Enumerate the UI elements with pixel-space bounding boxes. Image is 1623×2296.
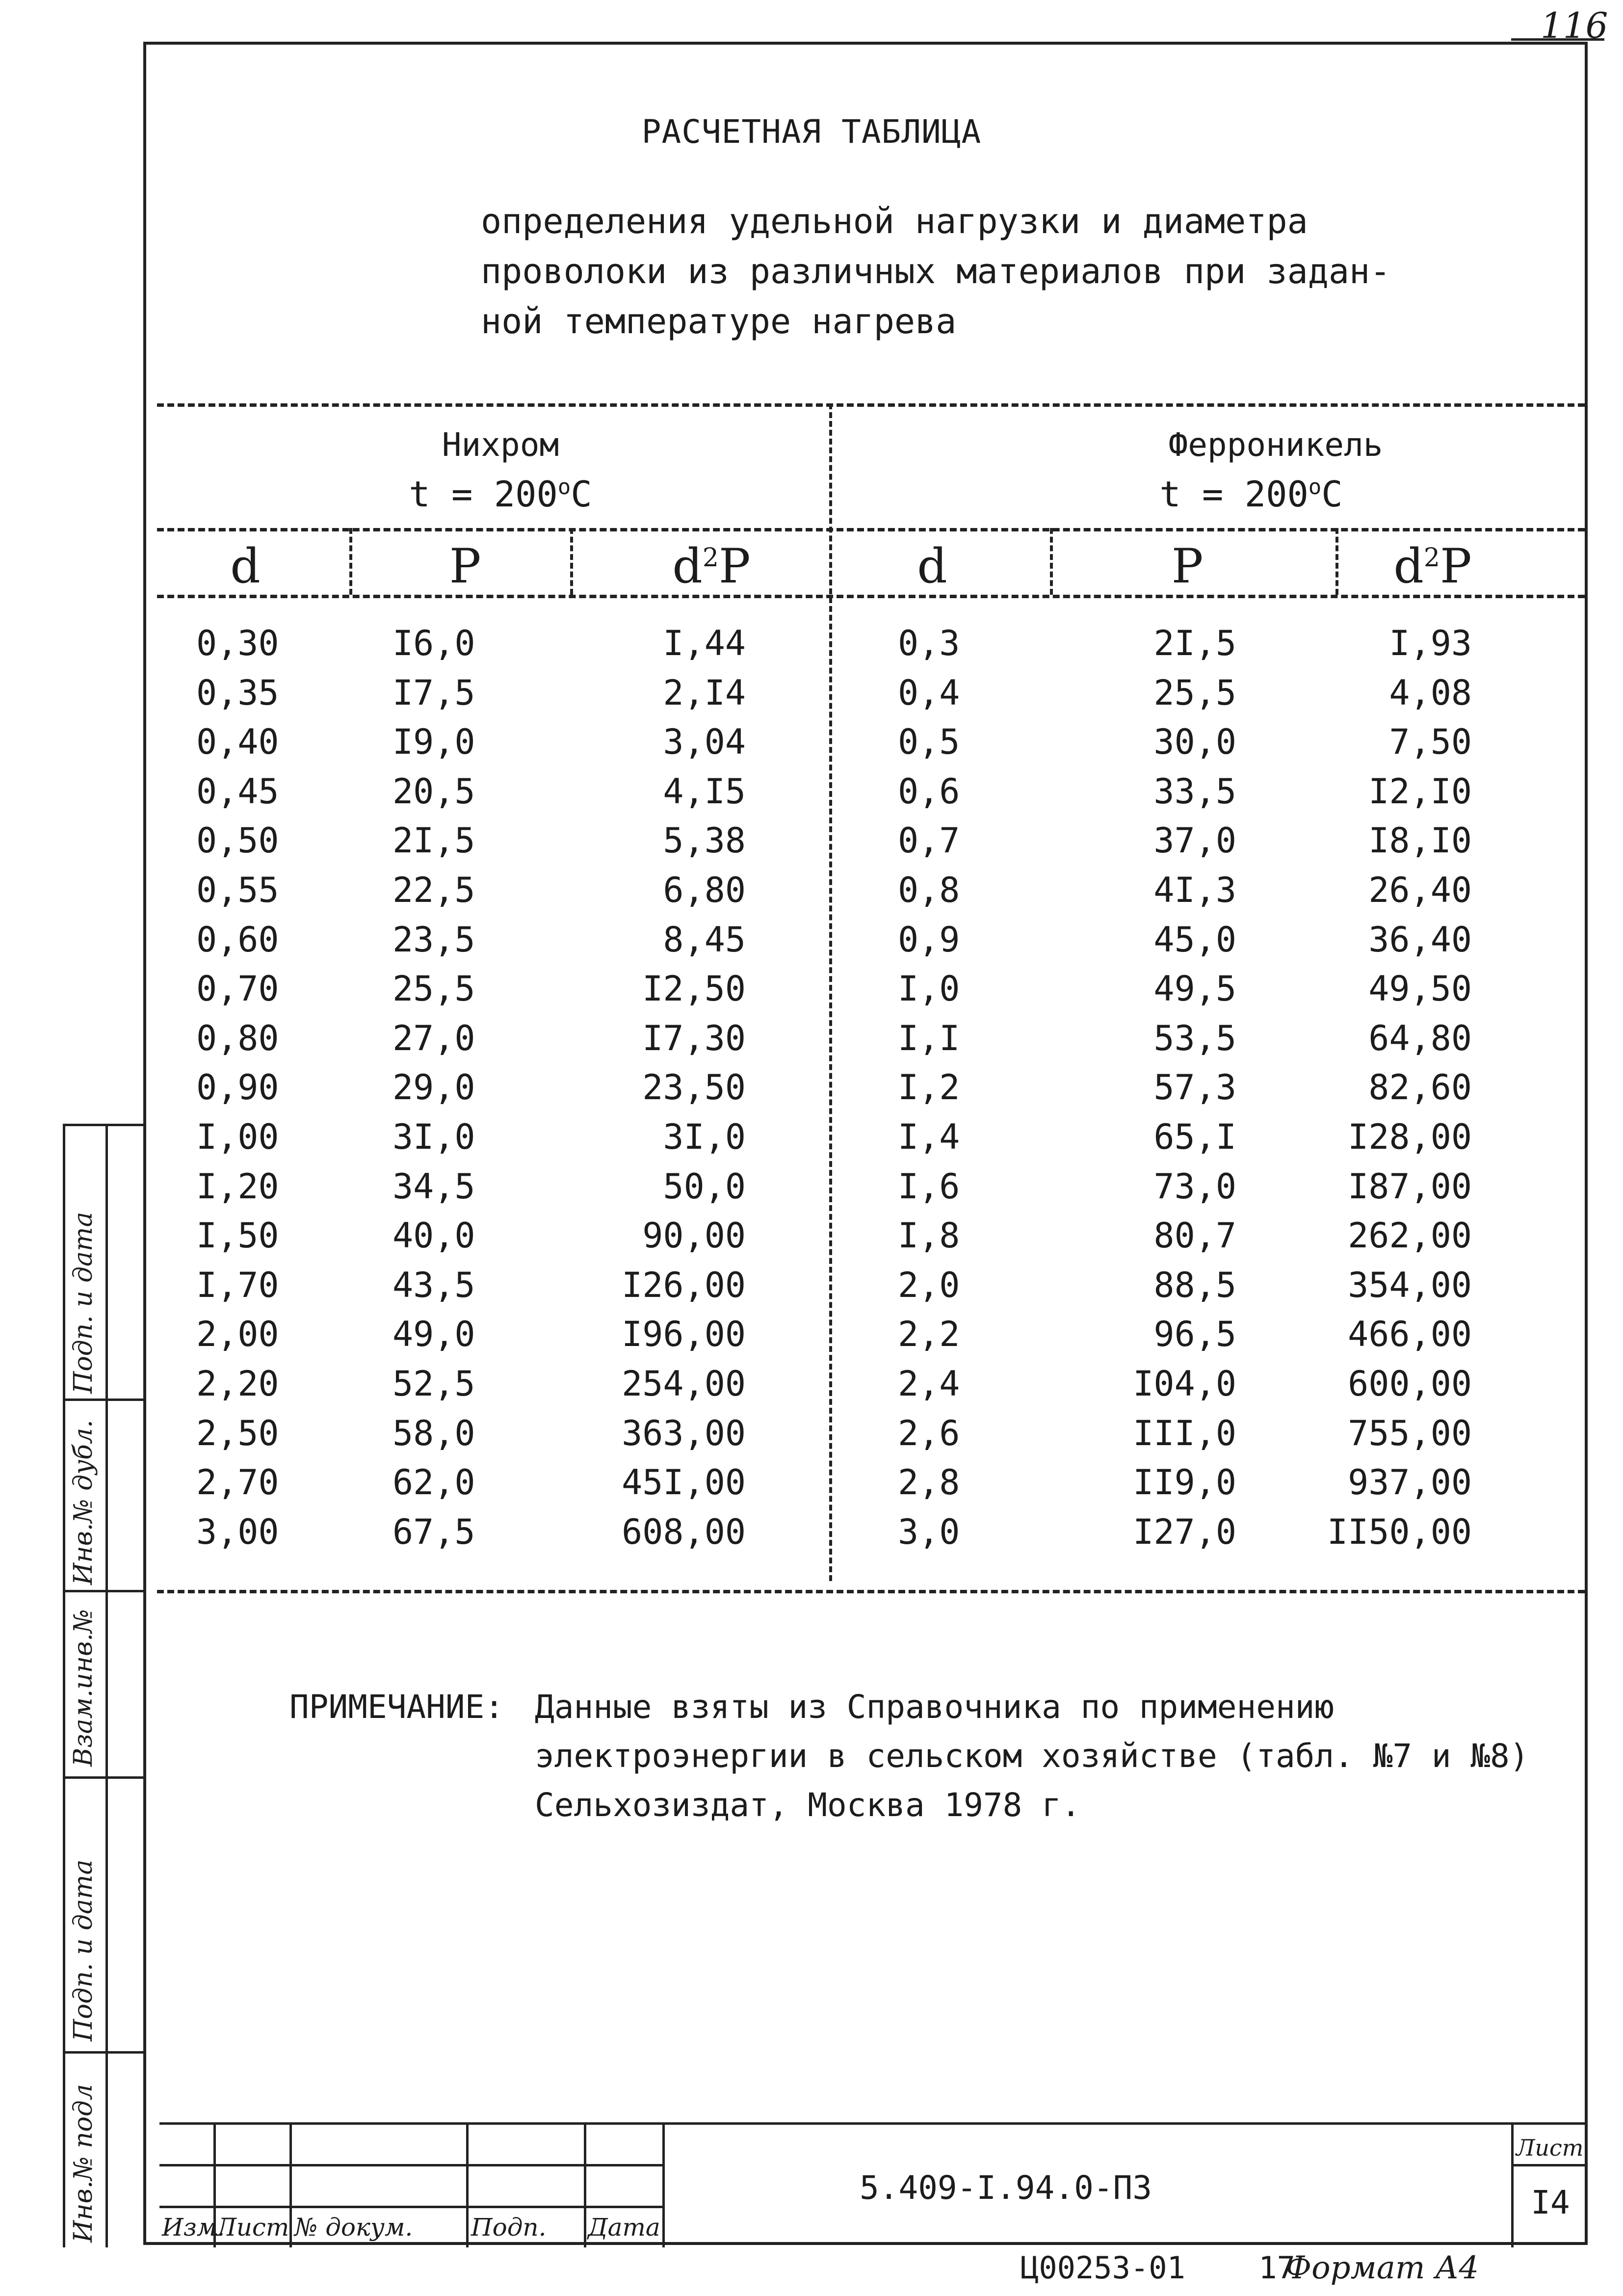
subtitle-line: проволоки из различных материалов при задан- (481, 251, 1391, 291)
side-stamp-label: Подп. и дата (69, 1212, 98, 1394)
nichrome-p-cell: 29,0 (393, 1067, 475, 1108)
nichrome-d2p-cell: 3I,0 (663, 1117, 746, 1157)
ferronickel-p-cell: 49,5 (1153, 969, 1236, 1009)
ferronickel-d2p-cell: 64,80 (1368, 1018, 1472, 1058)
ferronickel-d-cell: I,6 (898, 1166, 960, 1207)
nichrome-p-cell: I9,0 (393, 722, 475, 763)
page-number: 116 (1541, 5, 1608, 46)
ferronickel-d-cell: 3,0 (898, 1511, 960, 1552)
nichrome-d2p-cell: I26,00 (622, 1265, 746, 1305)
nichrome-p-cell: 22,5 (393, 870, 475, 910)
nichrome-p-cell: 34,5 (393, 1166, 475, 1207)
ferronickel-d-cell: I,4 (898, 1117, 960, 1157)
ferronickel-p-cell: 53,5 (1153, 1018, 1236, 1058)
ferronickel-d-cell: 0,7 (898, 820, 960, 861)
title-block-col (1511, 2122, 1514, 2247)
nichrome-d-cell: 0,60 (196, 919, 279, 960)
nichrome-d2p-cell: 90,00 (642, 1215, 746, 1256)
sheet-label: Лист (1516, 2135, 1584, 2161)
table-top-border (157, 403, 1585, 407)
ferronickel-p-cell: III,0 (1133, 1413, 1236, 1453)
tb-header-izm: Изм. (162, 2213, 225, 2242)
ferronickel-p-cell: 30,0 (1153, 722, 1236, 763)
nichrome-d2p-cell: 608,00 (622, 1511, 746, 1552)
colhead-nichrome-p: P (449, 539, 481, 594)
ferronickel-d-cell: 0,4 (898, 672, 960, 713)
ferronickel-p-cell: I27,0 (1133, 1511, 1236, 1552)
nichrome-d2p-cell: 3,04 (663, 722, 746, 763)
nichrome-p-cell: 49,0 (393, 1314, 475, 1355)
nichrome-p-cell: 67,5 (393, 1511, 475, 1552)
nichrome-p-cell: 40,0 (393, 1215, 475, 1256)
nichrome-d-cell: 0,40 (196, 722, 279, 763)
nichrome-d-cell: 2,00 (196, 1314, 279, 1355)
nichrome-p-cell: 23,5 (393, 919, 475, 960)
nichrome-d2p-cell: 45I,00 (622, 1462, 746, 1503)
ferronickel-d2p-cell: I,93 (1389, 623, 1472, 663)
group-ferronickel-name: Ферроникель (1168, 426, 1383, 464)
group-divider (829, 403, 832, 1581)
nichrome-p-cell: 43,5 (393, 1265, 475, 1305)
ferronickel-d-cell: 2,8 (898, 1462, 960, 1503)
ferronickel-p-cell: 33,5 (1153, 771, 1236, 812)
nichrome-d-cell: I,20 (196, 1166, 279, 1207)
note-label: ПРИМЕЧАНИЕ: (289, 1688, 504, 1726)
title-block-col (466, 2122, 469, 2247)
ferronickel-p-cell: II9,0 (1133, 1462, 1236, 1503)
nichrome-p-cell: I7,5 (393, 672, 475, 713)
nichrome-d2p-cell: I96,00 (622, 1314, 746, 1355)
ferronickel-d-cell: 0,9 (898, 919, 960, 960)
nichrome-d-cell: 2,20 (196, 1364, 279, 1404)
nichrome-d2p-cell: 5,38 (663, 820, 746, 861)
ferronickel-d-cell: 0,8 (898, 870, 960, 910)
nichrome-d-cell: I,50 (196, 1215, 279, 1256)
title-block-row (159, 2164, 662, 2166)
nichrome-d2p-cell: 6,80 (663, 870, 746, 910)
colhead-nichrome-d2p: $d^2P$ (672, 539, 751, 594)
document-code: 5.409-I.94.0-ПЗ (859, 2169, 1152, 2207)
tb-header-doc: № докум. (294, 2213, 413, 2242)
col-divider-n1 (349, 528, 352, 595)
sheet-number: I4 (1531, 2184, 1570, 2221)
colhead-ferronickel-d: d (917, 539, 947, 594)
ferronickel-d2p-cell: 755,00 (1348, 1413, 1472, 1453)
nichrome-p-cell: I6,0 (393, 623, 475, 663)
ferronickel-d-cell: 2,0 (898, 1265, 960, 1305)
nichrome-d2p-cell: I7,30 (642, 1018, 746, 1058)
ferronickel-p-cell: 73,0 (1153, 1166, 1236, 1207)
side-stamp-label: Подп. и дата (69, 1859, 98, 2041)
ferronickel-d2p-cell: I87,00 (1348, 1166, 1472, 1207)
ferronickel-d-cell: 0,6 (898, 771, 960, 812)
table-subtitle (481, 196, 1390, 346)
col-divider-f2 (1335, 528, 1338, 595)
tb-header-podp: Подп. (471, 2213, 547, 2242)
tb-header-list: Лист (216, 2213, 289, 2242)
group-nichrome-temp: $t = 200^oC$ (409, 474, 592, 515)
nichrome-d2p-cell: 4,I5 (663, 771, 746, 812)
group-ferronickel-temp: $t = 200^oC$ (1159, 474, 1343, 515)
ferronickel-p-cell: I04,0 (1133, 1364, 1236, 1404)
format-label: Формат А4 (1285, 2250, 1479, 2286)
subtitle-line: определения удельной нагрузки и диаметра (481, 201, 1308, 241)
subtitle-line: ной температуре нагрева (481, 301, 957, 342)
nichrome-d-cell: 2,50 (196, 1413, 279, 1453)
sheet-cell-divider (1511, 2164, 1587, 2166)
ferronickel-p-cell: 45,0 (1153, 919, 1236, 960)
ferronickel-p-cell: 25,5 (1153, 672, 1236, 713)
nichrome-p-cell: 20,5 (393, 771, 475, 812)
ferronickel-d2p-cell: 36,40 (1368, 919, 1472, 960)
ferronickel-d-cell: 0,3 (898, 623, 960, 663)
nichrome-d-cell: 0,45 (196, 771, 279, 812)
nichrome-d-cell: 3,00 (196, 1511, 279, 1552)
nichrome-d2p-cell: 2,I4 (663, 672, 746, 713)
nichrome-p-cell: 2I,5 (393, 820, 475, 861)
ferronickel-d2p-cell: I2,I0 (1368, 771, 1472, 812)
inventory-stamp: Ц00253-01 17 (1021, 2250, 1295, 2286)
note-line: Данные взяты из Справочника по применению (535, 1688, 1335, 1726)
nichrome-p-cell: 62,0 (393, 1462, 475, 1503)
colhead-ferronickel-d2p: $d^2P$ (1393, 539, 1472, 594)
ferronickel-p-cell: 88,5 (1153, 1265, 1236, 1305)
ferronickel-d-cell: 2,2 (898, 1314, 960, 1355)
nichrome-d2p-cell: I,44 (663, 623, 746, 663)
nichrome-p-cell: 27,0 (393, 1018, 475, 1058)
side-stamp-label: Инв.№ дубл. (69, 1420, 98, 1585)
nichrome-d-cell: 0,30 (196, 623, 279, 663)
ferronickel-d2p-cell: 937,00 (1348, 1462, 1472, 1503)
nichrome-d-cell: I,70 (196, 1265, 279, 1305)
ferronickel-d2p-cell: 49,50 (1368, 969, 1472, 1009)
ferronickel-d-cell: 2,4 (898, 1364, 960, 1404)
ferronickel-d2p-cell: 7,50 (1389, 722, 1472, 763)
title-block-col (289, 2122, 292, 2247)
ferronickel-d2p-cell: 26,40 (1368, 870, 1472, 910)
nichrome-d2p-cell: I2,50 (642, 969, 746, 1009)
side-strip-rule (63, 1590, 146, 1592)
title-block-top (159, 2122, 1587, 2125)
ferronickel-d2p-cell: 600,00 (1348, 1364, 1472, 1404)
side-strip-inner (105, 1124, 108, 2247)
ferronickel-d-cell: I,8 (898, 1215, 960, 1256)
ferronickel-d-cell: 2,6 (898, 1413, 960, 1453)
colhead-nichrome-d: d (230, 539, 261, 594)
nichrome-d2p-cell: 50,0 (663, 1166, 746, 1207)
col-divider-f1 (1050, 528, 1053, 595)
ferronickel-d-cell: 0,5 (898, 722, 960, 763)
side-stamp-label: Инв.№ подл (69, 2084, 98, 2243)
col-divider-n2 (570, 528, 573, 595)
nichrome-p-cell: 3I,0 (393, 1117, 475, 1157)
colhead-divider (157, 595, 1585, 598)
ferronickel-d-cell: I,0 (898, 969, 960, 1009)
table-bottom-border (157, 1590, 1585, 1593)
ferronickel-p-cell: 4I,3 (1153, 870, 1236, 910)
ferronickel-p-cell: 2I,5 (1153, 623, 1236, 663)
ferronickel-d2p-cell: 82,60 (1368, 1067, 1472, 1108)
nichrome-p-cell: 25,5 (393, 969, 475, 1009)
nichrome-d2p-cell: 8,45 (663, 919, 746, 960)
ferronickel-d2p-cell: 354,00 (1348, 1265, 1472, 1305)
title-block-row (159, 2206, 662, 2208)
note-line: Сельхозиздат, Москва 1978 г. (535, 1786, 1081, 1824)
nichrome-d-cell: 0,70 (196, 969, 279, 1009)
ferronickel-d2p-cell: 4,08 (1389, 672, 1472, 713)
ferronickel-p-cell: 65,I (1153, 1117, 1236, 1157)
ferronickel-d2p-cell: I8,I0 (1368, 820, 1472, 861)
nichrome-d-cell: 2,70 (196, 1462, 279, 1503)
side-strip-rule (63, 1776, 146, 1779)
nichrome-d-cell: 0,80 (196, 1018, 279, 1058)
ferronickel-p-cell: 96,5 (1153, 1314, 1236, 1355)
nichrome-d-cell: 0,90 (196, 1067, 279, 1108)
ferronickel-d2p-cell: I28,00 (1348, 1117, 1472, 1157)
note-line: электроэнергии в сельском хозяйстве (табл. №7 и №8) (535, 1737, 1529, 1775)
ferronickel-p-cell: 80,7 (1153, 1215, 1236, 1256)
group-nichrome-name: Нихром (442, 426, 559, 464)
ferronickel-p-cell: 57,3 (1153, 1067, 1236, 1108)
ferronickel-d-cell: I,I (898, 1018, 960, 1058)
table-title: РАСЧЕТНАЯ ТАБЛИЦА (641, 113, 982, 151)
side-strip-rule (63, 2051, 146, 2054)
ferronickel-d-cell: I,2 (898, 1067, 960, 1108)
side-strip-rule (63, 1124, 146, 1126)
nichrome-d-cell: 0,55 (196, 870, 279, 910)
nichrome-d2p-cell: 254,00 (622, 1364, 746, 1404)
side-stamp-label: Взам.инв.№ (69, 1609, 98, 1767)
nichrome-p-cell: 58,0 (393, 1413, 475, 1453)
colhead-ferronickel-p: P (1171, 539, 1204, 594)
nichrome-d-cell: 0,35 (196, 672, 279, 713)
nichrome-d-cell: I,00 (196, 1117, 279, 1157)
side-strip-rule (63, 1399, 146, 1401)
nichrome-p-cell: 52,5 (393, 1364, 475, 1404)
ferronickel-d2p-cell: 262,00 (1348, 1215, 1472, 1256)
title-block-col (584, 2122, 586, 2247)
ferronickel-d2p-cell: II50,00 (1327, 1511, 1472, 1552)
nichrome-d-cell: 0,50 (196, 820, 279, 861)
nichrome-d2p-cell: 363,00 (622, 1413, 746, 1453)
ferronickel-d2p-cell: 466,00 (1348, 1314, 1472, 1355)
header-divider (157, 528, 1585, 531)
side-strip-outer (63, 1124, 65, 2247)
tb-header-data: Дата (588, 2213, 660, 2242)
ferronickel-p-cell: 37,0 (1153, 820, 1236, 861)
nichrome-d2p-cell: 23,50 (642, 1067, 746, 1108)
